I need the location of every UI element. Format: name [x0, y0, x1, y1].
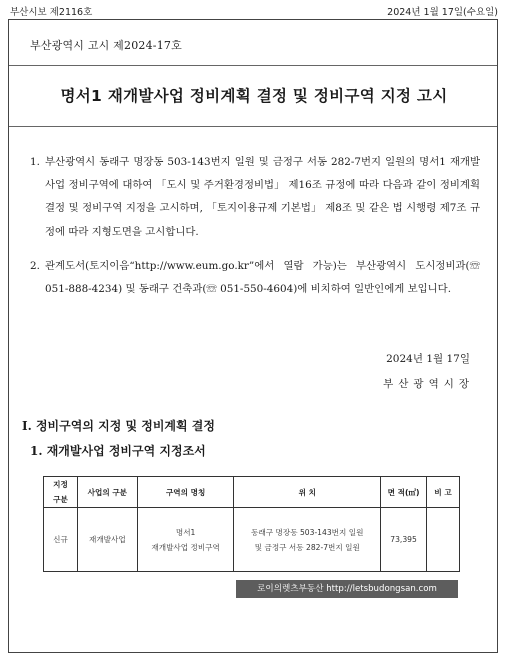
notice-number: 부산광역시 고시 제2024-17호: [30, 39, 182, 52]
col-header: 사업의 구분: [77, 477, 137, 508]
col-header: 지정 구분: [44, 477, 78, 508]
paragraph-2: [30, 255, 480, 301]
signoff-issuer: 부산광역시장: [383, 378, 474, 390]
gazette-header: [8, 3, 500, 17]
watermark-banner: 로이의렛츠부동산 http://letsbudongsan.com: [236, 580, 458, 598]
col-header: 비 고: [427, 477, 460, 508]
paragraph-number: 2.: [30, 260, 40, 272]
gazette-date: 2024년 1월 17일(수요일): [387, 7, 498, 18]
paragraph-number: 1.: [30, 156, 40, 168]
table-cell: 명서1 재개발사업 정비구역: [137, 508, 234, 572]
divider: [9, 65, 497, 66]
col-header: 구역의 명칭: [137, 477, 234, 508]
table-header-row: [44, 477, 460, 508]
paragraph-1: [30, 151, 480, 244]
col-header: 면 적(㎡): [381, 477, 427, 508]
document-title: 명서1 재개발사업 정비계획 결정 및 정비구역 지정 고시: [60, 87, 448, 105]
designation-table: [43, 476, 460, 572]
table-row: [44, 508, 460, 572]
paragraph-text: 부산광역시 동래구 명장동 503-143번지 일원 및 금정구 서동 282-7번지 일원의 명서1 재개발사업 정비구역에 대하여 「도시 및 주거환경정비법」 제16조 규정에 따라 다음과 같이 정비계획 결정 및 정비구역 지정을 고시하며, 「토지이용규제 기본법」 제8조 및 같은 법 시행령 제7조 규정에 따라 지형도면을 고시합니다.: [45, 156, 480, 238]
gazette-issue: 부산시보 제2116호: [10, 7, 93, 18]
divider: [9, 126, 497, 127]
table-cell: 재개발사업: [77, 508, 137, 572]
signoff-date: 2024년 1월 17일: [386, 353, 470, 365]
paragraph-text: 관계도서(토지이음“http://www.eum.go.kr”에서 열람 가능)는 부산광역시 도시정비과(☏ 051-888-4234) 및 동래구 건축과(☏ 051-550-4604)에 비치하여 일반인에게 보입니다.: [45, 260, 480, 296]
section-heading: I. 정비구역의 지정 및 정비계획 결정: [22, 419, 215, 433]
table-cell: [427, 508, 460, 572]
table-cell: 신규: [44, 508, 78, 572]
table-cell: 동래구 명장동 503-143번지 일원 및 금정구 서동 282-7번지 일원: [234, 508, 381, 572]
table-cell: 73,395: [381, 508, 427, 572]
col-header: 위 치: [234, 477, 381, 508]
subsection-heading: 1. 재개발사업 정비구역 지정조서: [30, 444, 206, 458]
